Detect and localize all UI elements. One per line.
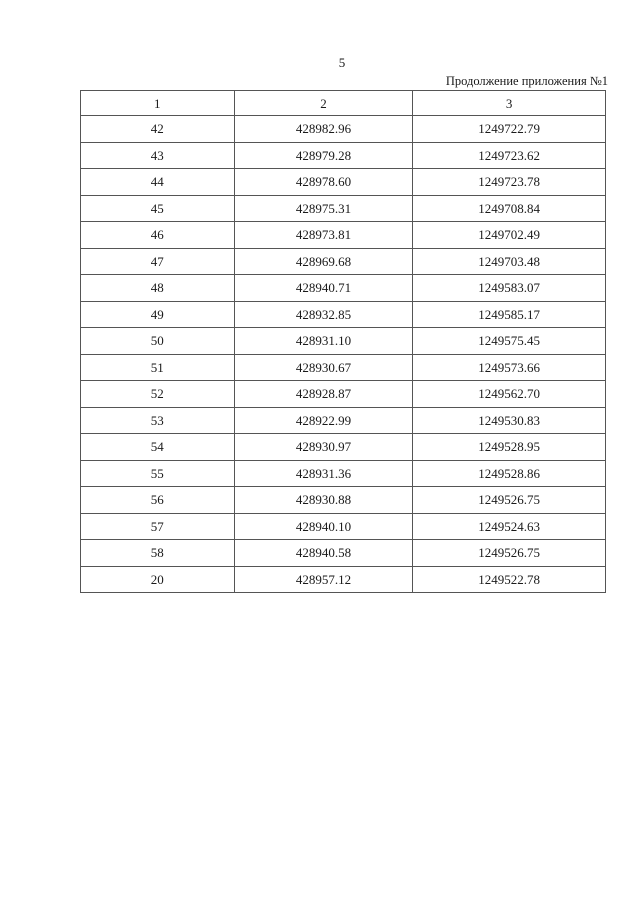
x-coordinate-cell: 428940.71 bbox=[234, 275, 413, 302]
y-coordinate-cell: 1249723.78 bbox=[413, 169, 606, 196]
point-number-cell: 46 bbox=[81, 222, 235, 249]
table-row bbox=[81, 381, 606, 408]
y-coordinate-cell: 1249585.17 bbox=[413, 301, 606, 328]
y-coordinate-cell: 1249526.75 bbox=[413, 487, 606, 514]
point-number-cell: 43 bbox=[81, 142, 235, 169]
y-coordinate-cell: 1249528.86 bbox=[413, 460, 606, 487]
table-row bbox=[81, 540, 606, 567]
table-row bbox=[81, 460, 606, 487]
y-coordinate-cell: 1249723.62 bbox=[413, 142, 606, 169]
point-number-cell: 51 bbox=[81, 354, 235, 381]
point-number-cell: 50 bbox=[81, 328, 235, 355]
point-number-cell: 54 bbox=[81, 434, 235, 461]
point-number-cell: 49 bbox=[81, 301, 235, 328]
y-coordinate-cell: 1249528.95 bbox=[413, 434, 606, 461]
y-coordinate-cell: 1249573.66 bbox=[413, 354, 606, 381]
x-coordinate-cell: 428978.60 bbox=[234, 169, 413, 196]
x-coordinate-cell: 428930.97 bbox=[234, 434, 413, 461]
point-number-cell: 47 bbox=[81, 248, 235, 275]
x-coordinate-cell: 428975.31 bbox=[234, 195, 413, 222]
y-coordinate-cell: 1249703.48 bbox=[413, 248, 606, 275]
table-row bbox=[81, 354, 606, 381]
column-header-y: 3 bbox=[413, 91, 606, 116]
y-coordinate-cell: 1249702.49 bbox=[413, 222, 606, 249]
x-coordinate-cell: 428928.87 bbox=[234, 381, 413, 408]
y-coordinate-cell: 1249530.83 bbox=[413, 407, 606, 434]
point-number-cell: 53 bbox=[81, 407, 235, 434]
x-coordinate-cell: 428930.67 bbox=[234, 354, 413, 381]
y-coordinate-cell: 1249708.84 bbox=[413, 195, 606, 222]
point-number-cell: 45 bbox=[81, 195, 235, 222]
coordinates-table bbox=[80, 90, 606, 593]
point-number-cell: 42 bbox=[81, 116, 235, 143]
table-row bbox=[81, 566, 606, 593]
table-row bbox=[81, 513, 606, 540]
y-coordinate-cell: 1249583.07 bbox=[413, 275, 606, 302]
point-number-cell: 57 bbox=[81, 513, 235, 540]
y-coordinate-cell: 1249722.79 bbox=[413, 116, 606, 143]
x-coordinate-cell: 428973.81 bbox=[234, 222, 413, 249]
x-coordinate-cell: 428940.58 bbox=[234, 540, 413, 567]
x-coordinate-cell: 428931.10 bbox=[234, 328, 413, 355]
table-row bbox=[81, 142, 606, 169]
y-coordinate-cell: 1249524.63 bbox=[413, 513, 606, 540]
x-coordinate-cell: 428957.12 bbox=[234, 566, 413, 593]
x-coordinate-cell: 428979.28 bbox=[234, 142, 413, 169]
y-coordinate-cell: 1249526.75 bbox=[413, 540, 606, 567]
table-row bbox=[81, 169, 606, 196]
x-coordinate-cell: 428930.88 bbox=[234, 487, 413, 514]
table-row bbox=[81, 116, 606, 143]
continuation-note: Продолжение приложения №1 bbox=[445, 74, 608, 88]
x-coordinate-cell: 428969.68 bbox=[234, 248, 413, 275]
point-number-cell: 44 bbox=[81, 169, 235, 196]
table-row bbox=[81, 195, 606, 222]
y-coordinate-cell: 1249562.70 bbox=[413, 381, 606, 408]
table-row bbox=[81, 487, 606, 514]
page-number: 5 bbox=[338, 55, 346, 70]
table-row bbox=[81, 222, 606, 249]
table-row bbox=[81, 275, 606, 302]
x-coordinate-cell: 428931.36 bbox=[234, 460, 413, 487]
table-row bbox=[81, 301, 606, 328]
point-number-cell: 20 bbox=[81, 566, 235, 593]
y-coordinate-cell: 1249575.45 bbox=[413, 328, 606, 355]
x-coordinate-cell: 428940.10 bbox=[234, 513, 413, 540]
x-coordinate-cell: 428932.85 bbox=[234, 301, 413, 328]
point-number-cell: 55 bbox=[81, 460, 235, 487]
point-number-cell: 52 bbox=[81, 381, 235, 408]
table-row bbox=[81, 407, 606, 434]
column-header-x: 2 bbox=[234, 91, 413, 116]
x-coordinate-cell: 428982.96 bbox=[234, 116, 413, 143]
column-header-number: 1 bbox=[81, 91, 235, 116]
table-row bbox=[81, 434, 606, 461]
point-number-cell: 48 bbox=[81, 275, 235, 302]
point-number-cell: 56 bbox=[81, 487, 235, 514]
table-header-row bbox=[81, 91, 606, 116]
point-number-cell: 58 bbox=[81, 540, 235, 567]
x-coordinate-cell: 428922.99 bbox=[234, 407, 413, 434]
y-coordinate-cell: 1249522.78 bbox=[413, 566, 606, 593]
table-row bbox=[81, 248, 606, 275]
table-row bbox=[81, 328, 606, 355]
